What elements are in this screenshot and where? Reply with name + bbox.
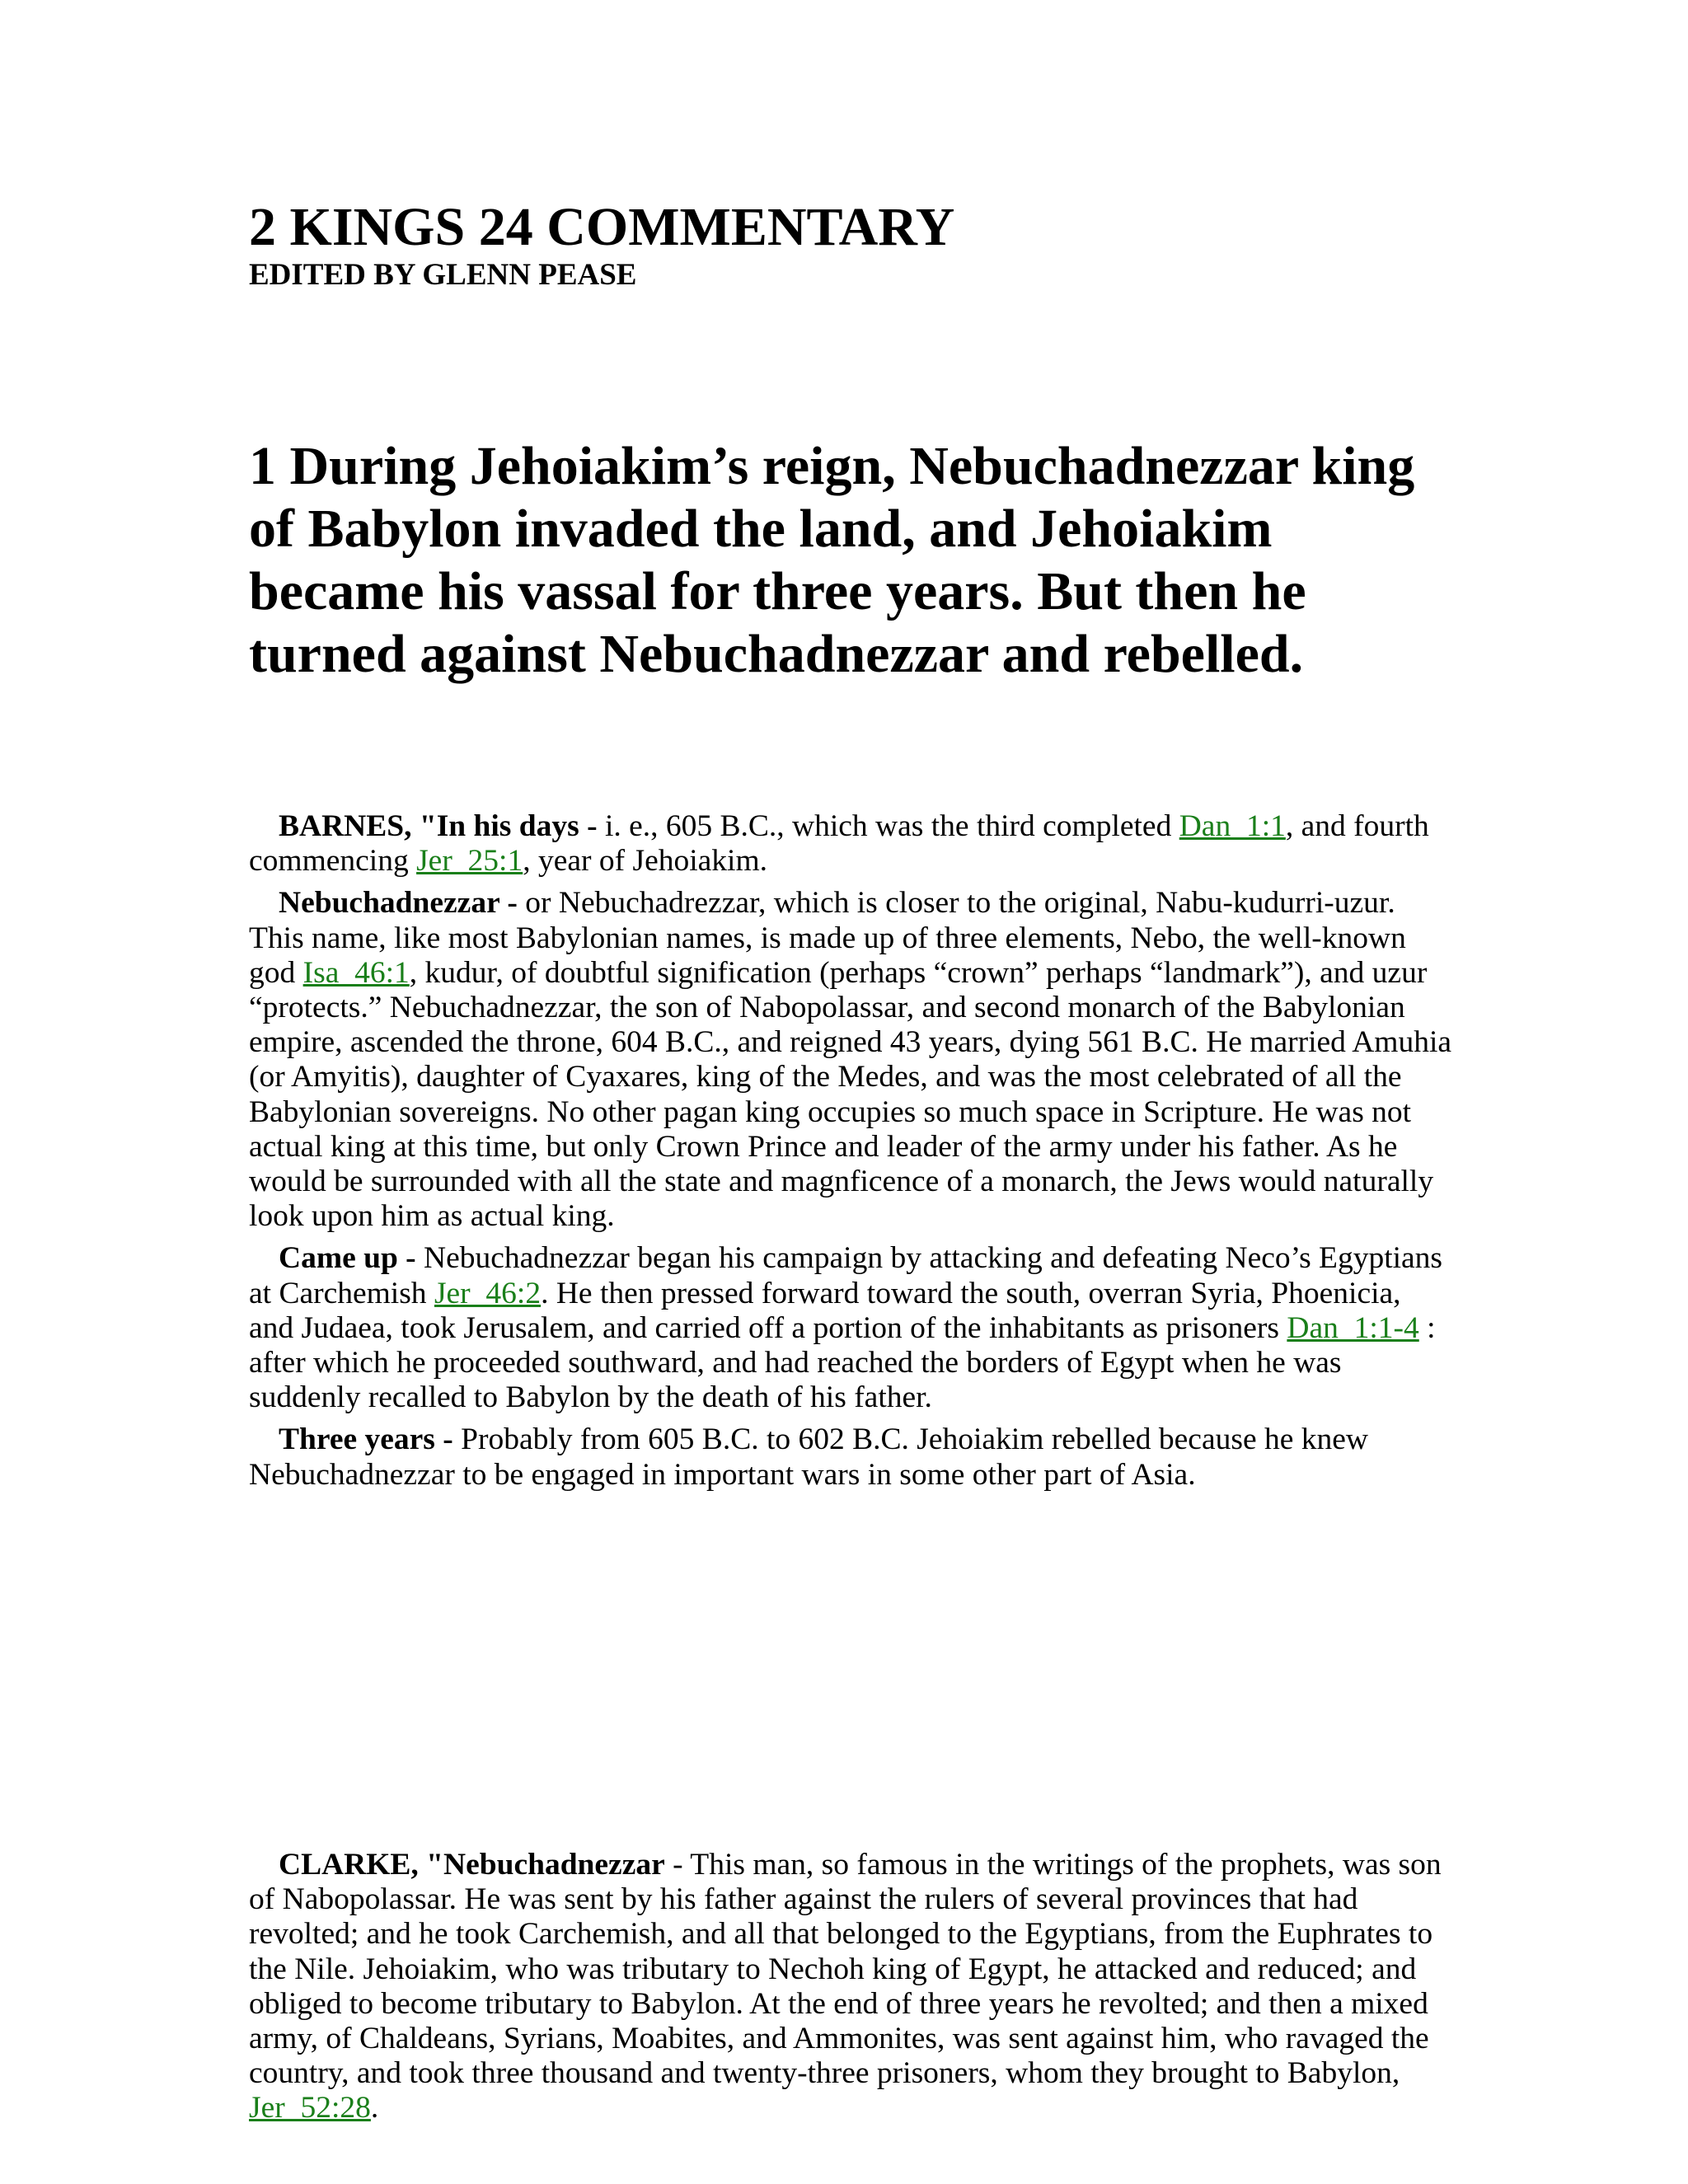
paragraph-text: , kudur, of doubtful signification (perhaps “crown” perhaps “landmark”), and uzur “protects.” Nebuchadnezzar, the son of Nabopolassar, and second monarch of the Babylonian empire, ascended the throne, 604 B.C., and reigned 43 years, dying 561 B.C. He married Amuhia (or Amyitis), daughter of Cyaxares, king of the Medes, and was the most celebrated of all the Babylonian sovereigns. No other pagan king occupies so much space in Scripture. He was not actual king at this time, but only Crown Prince and leader of the army under his father. As he would be surrounded with all the state and magnficence of a monarch, the Jews would naturally look upon him as actual king.: [249, 955, 1452, 1234]
scripture-link-jer-25-1[interactable]: Jer_25:1: [416, 844, 523, 879]
clarke-commentary: [249, 1848, 1452, 2134]
barnes-paragraph-1: [249, 809, 1452, 879]
barnes-paragraph-2: [249, 886, 1452, 1234]
paragraph-text: or Nebuchadrezzar, which is closer to the original, Nabu-kudurri-uzur. This name, like most Babylonian names, is made up of three elements, Nebo, the well-known god: [249, 886, 1406, 990]
verse-heading: 1 During Jehoiakim’s reign, Nebuchadnezzar king of Babylon invaded the land, and Jehoiakim became his vassal for three years. But then he turned against Nebuchadnezzar and rebelled.: [249, 436, 1415, 684]
scripture-link-dan-1-1[interactable]: Dan_1:1: [1179, 809, 1286, 843]
barnes-commentary: [249, 809, 1452, 2125]
scripture-link-dan-1-1-4[interactable]: Dan_1:1-4: [1287, 1310, 1419, 1345]
term-heading: Came up -: [279, 1241, 424, 1276]
document-title: 2 KINGS 24 COMMENTARY: [249, 197, 955, 257]
clarke-paragraph-1: [249, 1848, 1452, 2126]
document-editor: EDITED BY GLENN PEASE: [249, 258, 637, 292]
scripture-link-isa-46-1[interactable]: Isa_46:1: [302, 955, 410, 990]
paragraph-text: , year of Jehoiakim.: [523, 844, 768, 879]
scripture-link-jer-46-2[interactable]: Jer_46:2: [434, 1276, 542, 1310]
paragraph-text: . He then pressed forward toward the south, overran Syria, Phoenicia, and Judaea, took Jerusalem, and carried off a portion of the inhabitants as prisoners: [249, 1276, 1401, 1345]
paragraph-text: i. e., 605 B.C., which was the third completed: [604, 809, 1179, 843]
clarke-lead: CLARKE, "Nebuchadnezzar: [279, 1848, 665, 1882]
scripture-link-jer-52-28[interactable]: Jer_52:28: [249, 2091, 371, 2125]
barnes-lead: BARNES, "In his days -: [279, 809, 605, 843]
paragraph-text: Probably from 605 B.C. to 602 B.C. Jehoiakim rebelled because he knew Nebuchadnezzar to be engaged in important wars in some other part of Asia.: [249, 1422, 1368, 1492]
paragraph-text: , and fourth commencing: [249, 809, 1429, 879]
barnes-paragraph-4: [249, 1422, 1452, 1492]
paragraph-text: .: [370, 2091, 379, 2125]
barnes-paragraph-3: [249, 1241, 1452, 1415]
paragraph-text: Nebuchadnezzar began his campaign by attacking and defeating Neco’s Egyptians at Carchemish: [249, 1241, 1443, 1310]
term-heading: Nebuchadnezzar -: [279, 886, 526, 921]
paragraph-text: : after which he proceeded southward, and had reached the borders of Egypt when he was suddenly recalled to Babylon by the death of his father.: [249, 1310, 1436, 1415]
term-heading: Three years -: [279, 1422, 462, 1457]
document-page: [249, 197, 1452, 2125]
paragraph-text: - This man, so famous in the writings of the prophets, was son of Nabopolassar. He was sent by his father against the rulers of several provinces that had revolted; and he took Carchemish, and all that belonged to the Egyptians, from the Euphrates to the Nile. Jehoiakim, who was tributary to Nechoh king of Egypt, he attacked and reduced; and obliged to become tributary to Babylon. At the end of three years he revolted; and then a mixed army, of Chaldeans, Syrians, Moabites, and Ammonites, was sent against him, who ravaged the country, and took three thousand and twenty-three prisoners, whom they brought to Babylon,: [249, 1848, 1442, 2091]
